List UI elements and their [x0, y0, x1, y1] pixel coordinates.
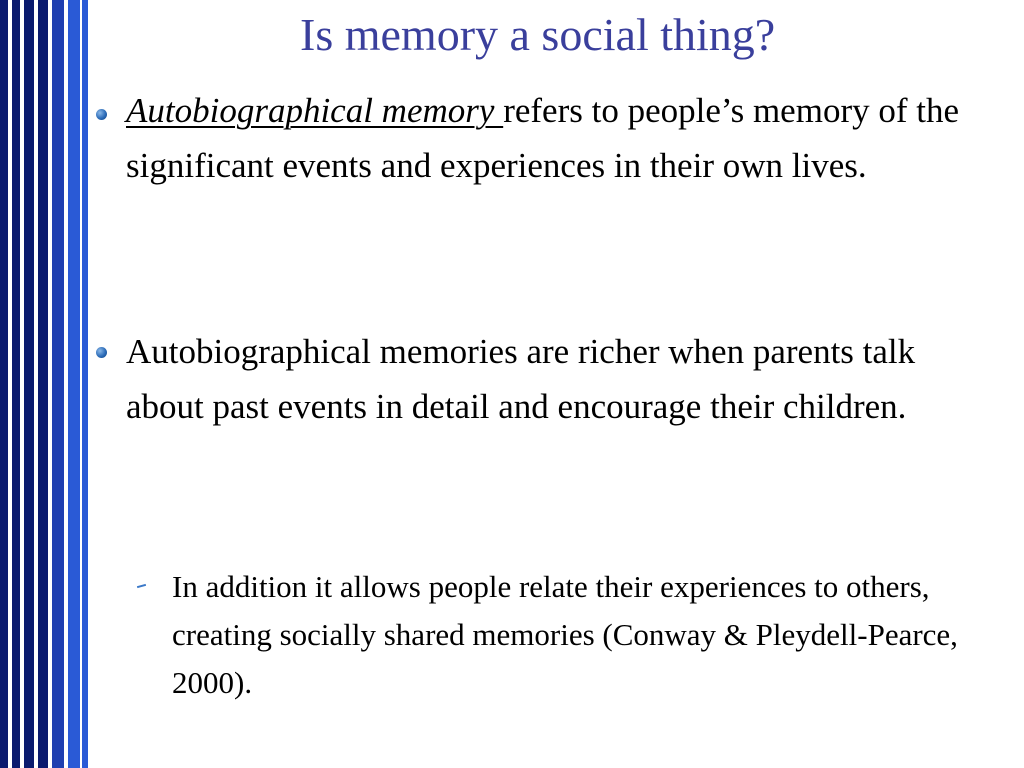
stripe	[38, 0, 48, 768]
slide-title: Is memory a social thing?	[300, 9, 776, 60]
bullet-item	[126, 324, 966, 434]
stripe	[52, 0, 64, 768]
bullet-item	[126, 83, 966, 193]
stripe	[24, 0, 34, 768]
bullet-text: Autobiographical memories are richer when parents talk about past events in detail and encourage their children.	[126, 332, 916, 426]
bullet-icon	[96, 109, 107, 120]
dash-bullet-icon	[137, 584, 146, 588]
bullet-icon	[96, 347, 107, 358]
sub-bullet-text: In addition it allows people relate their experiences to others, creating socially shared memories (Conway & Pleydell-Pearce, 2000).	[172, 569, 958, 700]
sub-bullet-item	[172, 563, 1012, 707]
stripe	[82, 0, 88, 768]
bullet-text: refers to people’s memory of the significant events and experiences in their own lives.	[126, 91, 960, 185]
stripe	[12, 0, 20, 768]
stripe	[0, 0, 8, 768]
stripe	[68, 0, 80, 768]
bullet-term: Autobiographical memory	[126, 91, 504, 130]
